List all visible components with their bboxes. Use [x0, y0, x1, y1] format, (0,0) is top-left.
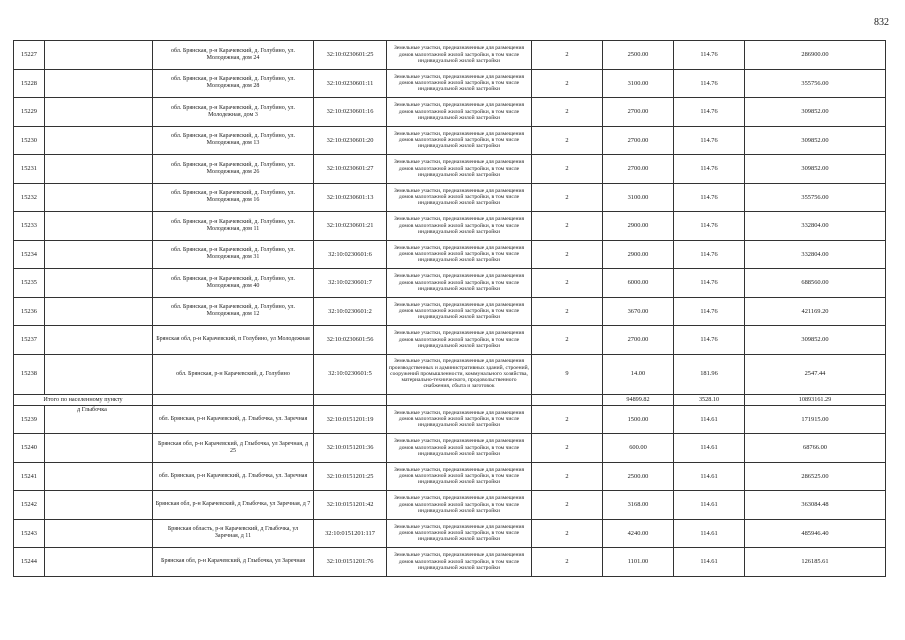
row-number: 15229 [14, 98, 45, 127]
empty-cell [45, 126, 153, 155]
empty-cell [387, 394, 532, 405]
area-cell: 2700.00 [603, 326, 674, 355]
area-cell: 1101.00 [603, 548, 674, 577]
area-cell: 2500.00 [603, 41, 674, 70]
cadastral-number-cell: 32:10:0230601:13 [314, 183, 387, 212]
rate-cell: 114.76 [674, 69, 745, 98]
cadastral-number-cell: 32:10:0151201:36 [314, 434, 387, 463]
row-number: 15230 [14, 126, 45, 155]
address-cell: обл. Брянская, р-н Карачевский, д. Голубино, ул. Молодежная, дом 31 [153, 240, 314, 269]
empty-cell [45, 155, 153, 184]
cadastral-number-cell: 32:10:0230601:21 [314, 212, 387, 241]
address-cell: обл. Брянская, р-н Карачевский, д. Голубино, ул. Молодежная, дом 40 [153, 269, 314, 298]
rate-cell: 114.61 [674, 405, 745, 434]
cadastral-number-cell: 32:10:0230601:25 [314, 41, 387, 70]
area-cell: 14.00 [603, 354, 674, 394]
rate-cell: 114.61 [674, 491, 745, 520]
group-cell: 2 [532, 297, 603, 326]
land-use-cell: Земельные участки, предназначенные для размещения домов малоэтажной жилой застройки, в том числе индивидуальной жилой застройки [387, 126, 532, 155]
address-cell: обл. Брянская, р-н Карачевский, д. Голубино, ул. Молодежная, дом 11 [153, 212, 314, 241]
group-cell: 2 [532, 69, 603, 98]
cadastral-value-cell: 286900.00 [745, 41, 886, 70]
table-row [14, 240, 886, 269]
group-cell: 2 [532, 155, 603, 184]
row-number: 15231 [14, 155, 45, 184]
empty-cell [45, 41, 153, 70]
table-row [14, 491, 886, 520]
row-number: 15228 [14, 69, 45, 98]
land-use-cell: Земельные участки, предназначенные для размещения домов малоэтажной жилой застройки, в том числе индивидуальной жилой застройки [387, 462, 532, 491]
total-label: Итого по населенному пункту [14, 394, 153, 405]
address-cell: Брянская обл, р-н Карачевский, п Голубино, ул Молодежная [153, 326, 314, 355]
row-number: 15232 [14, 183, 45, 212]
table-row [14, 269, 886, 298]
rate-cell: 114.76 [674, 326, 745, 355]
group-cell: 2 [532, 183, 603, 212]
area-cell: 600.00 [603, 434, 674, 463]
empty-cell [45, 491, 153, 520]
row-number: 15236 [14, 297, 45, 326]
row-number: 15227 [14, 41, 45, 70]
rate-cell: 114.61 [674, 548, 745, 577]
area-cell: 6000.00 [603, 269, 674, 298]
cadastral-number-cell: 32:10:0230601:56 [314, 326, 387, 355]
cadastral-value-cell: 126185.61 [745, 548, 886, 577]
empty-cell [45, 354, 153, 394]
row-number: 15235 [14, 269, 45, 298]
empty-cell [45, 326, 153, 355]
empty-cell [314, 394, 387, 405]
cadastral-value-cell: 332804.00 [745, 240, 886, 269]
cadastral-value-cell: 309852.00 [745, 155, 886, 184]
group-cell: 2 [532, 462, 603, 491]
cadastral-number-cell: 32:10:0151201:76 [314, 548, 387, 577]
empty-cell [45, 69, 153, 98]
cadastral-value-cell: 68766.00 [745, 434, 886, 463]
address-cell: обл. Брянская, р-н Карачевский, д. Голубино [153, 354, 314, 394]
rate-cell: 114.76 [674, 98, 745, 127]
empty-cell [45, 212, 153, 241]
rate-cell: 114.76 [674, 240, 745, 269]
total-area: 94899.82 [603, 394, 674, 405]
row-number: 15244 [14, 548, 45, 577]
group-cell: 2 [532, 98, 603, 127]
cadastral-value-cell: 309852.00 [745, 126, 886, 155]
empty-cell [45, 434, 153, 463]
land-use-cell: Земельные участки, предназначенные для размещения домов малоэтажной жилой застройки, в том числе индивидуальной жилой застройки [387, 183, 532, 212]
table-row [14, 297, 886, 326]
rate-cell: 114.61 [674, 519, 745, 548]
land-use-cell: Земельные участки, предназначенные для размещения домов малоэтажной жилой застройки, в том числе индивидуальной жилой застройки [387, 155, 532, 184]
area-cell: 2900.00 [603, 240, 674, 269]
land-use-cell: Земельные участки, предназначенные для размещения домов малоэтажной жилой застройки, в том числе индивидуальной жилой застройки [387, 405, 532, 434]
cadastral-value-cell: 485946.40 [745, 519, 886, 548]
cadastral-number-cell: 32:10:0230601:5 [314, 354, 387, 394]
address-cell: обл. Брянская, р-н Карачевский, д. Голубино, ул. Молодежная, дом 12 [153, 297, 314, 326]
cadastral-value-cell: 355756.00 [745, 183, 886, 212]
cadastral-number-cell: 32:10:0230601:27 [314, 155, 387, 184]
cadastral-value-cell: 286525.00 [745, 462, 886, 491]
land-use-cell: Земельные участки, предназначенные для размещения домов малоэтажной жилой застройки, в том числе индивидуальной жилой застройки [387, 98, 532, 127]
area-cell: 3100.00 [603, 69, 674, 98]
land-use-cell: Земельные участки, предназначенные для размещения домов малоэтажной жилой застройки, в том числе индивидуальной жилой застройки [387, 519, 532, 548]
empty-cell [45, 297, 153, 326]
area-cell: 1500.00 [603, 405, 674, 434]
group-cell: 2 [532, 240, 603, 269]
table-row [14, 405, 886, 434]
land-use-cell: Земельные участки, предназначенные для размещения домов малоэтажной жилой застройки, в том числе индивидуальной жилой застройки [387, 297, 532, 326]
area-cell: 3168.00 [603, 491, 674, 520]
address-cell: Брянская обл, р-н Карачевский, д Глыбочка, ул Заречная, д 25 [153, 434, 314, 463]
row-number: 15240 [14, 434, 45, 463]
address-cell: обл. Брянская, р-н Карачевский, д. Голубино, ул. Молодежная, дом 24 [153, 41, 314, 70]
land-registry-table [13, 40, 886, 577]
table-row [14, 126, 886, 155]
empty-cell [45, 519, 153, 548]
table-row [14, 434, 886, 463]
cadastral-value-cell: 332804.00 [745, 212, 886, 241]
row-number: 15243 [14, 519, 45, 548]
row-number: 15242 [14, 491, 45, 520]
table-row [14, 155, 886, 184]
rate-cell: 114.61 [674, 462, 745, 491]
page-number: 832 [874, 17, 889, 28]
row-number: 15234 [14, 240, 45, 269]
total-value: 10893161.29 [745, 394, 886, 405]
address-cell: обл. Брянская, р-н Карачевский, д. Глыбочка, ул. Заречная [153, 405, 314, 434]
empty-cell [45, 240, 153, 269]
table-row [14, 354, 886, 394]
table-row [14, 212, 886, 241]
rate-cell: 181.96 [674, 354, 745, 394]
address-cell: обл. Брянская, р-н Карачевский, д. Голубино, ул. Молодежная, дом 16 [153, 183, 314, 212]
rate-cell: 114.76 [674, 126, 745, 155]
land-use-cell: Земельные участки, предназначенные для размещения домов малоэтажной жилой застройки, в том числе индивидуальной жилой застройки [387, 69, 532, 98]
area-cell: 4240.00 [603, 519, 674, 548]
table-row [14, 183, 886, 212]
empty-cell [45, 462, 153, 491]
group-cell: 2 [532, 326, 603, 355]
total-rate: 3528.10 [674, 394, 745, 405]
address-cell: Брянская обл, р-н Карачевский, д Глыбочка, ул Заречная [153, 548, 314, 577]
address-cell: Брянская обл, р-н Карачевский, д Глыбочка, ул Заречная, д 7 [153, 491, 314, 520]
group-cell: 2 [532, 434, 603, 463]
cadastral-number-cell: 32:10:0151201:42 [314, 491, 387, 520]
area-cell: 3100.00 [603, 183, 674, 212]
land-use-cell: Земельные участки, предназначенные для размещения домов малоэтажной жилой застройки, в том числе индивидуальной жилой застройки [387, 240, 532, 269]
total-row [14, 394, 886, 405]
address-cell: обл. Брянская, р-н Карачевский, д. Глыбочка, ул. Заречная [153, 462, 314, 491]
land-use-cell: Земельные участки, предназначенные для размещения домов малоэтажной жилой застройки, в том числе индивидуальной жилой застройки [387, 548, 532, 577]
empty-cell [532, 394, 603, 405]
cadastral-number-cell: 32:10:0151201:25 [314, 462, 387, 491]
row-number: 15238 [14, 354, 45, 394]
rate-cell: 114.76 [674, 155, 745, 184]
cadastral-number-cell: 32:10:0230601:7 [314, 269, 387, 298]
rate-cell: 114.76 [674, 41, 745, 70]
cadastral-value-cell: 2547.44 [745, 354, 886, 394]
group-cell: 2 [532, 126, 603, 155]
cadastral-value-cell: 688560.00 [745, 269, 886, 298]
table-row [14, 69, 886, 98]
address-cell: обл. Брянская, р-н Карачевский, д. Голубино, ул. Молодежная, дом 26 [153, 155, 314, 184]
rate-cell: 114.76 [674, 212, 745, 241]
cadastral-number-cell: 32:10:0230601:16 [314, 98, 387, 127]
rate-cell: 114.61 [674, 434, 745, 463]
empty-cell [45, 98, 153, 127]
row-number: 15241 [14, 462, 45, 491]
empty-cell [153, 394, 314, 405]
land-use-cell: Земельные участки, предназначенные для размещения домов малоэтажной жилой застройки, в том числе индивидуальной жилой застройки [387, 491, 532, 520]
area-cell: 2900.00 [603, 212, 674, 241]
address-cell: Брянская область, р-н Карачевский, д Глыбочка, ул Заречная, д 11 [153, 519, 314, 548]
area-cell: 2700.00 [603, 98, 674, 127]
cadastral-value-cell: 355756.00 [745, 69, 886, 98]
land-use-cell: Земельные участки, предназначенные для размещения домов малоэтажной жилой застройки, в том числе индивидуальной жилой застройки [387, 212, 532, 241]
address-cell: обл. Брянская, р-н Карачевский, д. Голубино, ул. Молодежная, дом 3 [153, 98, 314, 127]
land-use-cell: Земельные участки, предназначенные для размещения домов малоэтажной жилой застройки, в том числе индивидуальной жилой застройки [387, 269, 532, 298]
cadastral-value-cell: 421169.20 [745, 297, 886, 326]
group-cell: 2 [532, 269, 603, 298]
table-row [14, 519, 886, 548]
cadastral-value-cell: 171915.00 [745, 405, 886, 434]
cadastral-number-cell: 32:10:0230601:6 [314, 240, 387, 269]
group-cell: 2 [532, 212, 603, 241]
group-cell: 2 [532, 41, 603, 70]
locality-label: д Глыбочка [77, 406, 107, 413]
address-cell: обл. Брянская, р-н Карачевский, д. Голубино, ул. Молодежная, дом 13 [153, 126, 314, 155]
cadastral-number-cell: 32:10:0151201:117 [314, 519, 387, 548]
row-number: 15233 [14, 212, 45, 241]
row-number: 15239 [14, 405, 45, 434]
empty-cell [45, 183, 153, 212]
cadastral-number-cell: 32:10:0230601:11 [314, 69, 387, 98]
area-cell: 2700.00 [603, 126, 674, 155]
address-cell: обл. Брянская, р-н Карачевский, д. Голубино, ул. Молодежная, дом 28 [153, 69, 314, 98]
table-row [14, 98, 886, 127]
cadastral-number-cell: 32:10:0230601:20 [314, 126, 387, 155]
group-cell: 2 [532, 405, 603, 434]
cadastral-value-cell: 363084.48 [745, 491, 886, 520]
area-cell: 2700.00 [603, 155, 674, 184]
land-use-cell: Земельные участки, предназначенные для размещения домов малоэтажной жилой застройки, в том числе индивидуальной жилой застройки [387, 41, 532, 70]
empty-cell [45, 269, 153, 298]
area-cell: 2500.00 [603, 462, 674, 491]
cadastral-value-cell: 309852.00 [745, 98, 886, 127]
cadastral-number-cell: 32:10:0151201:19 [314, 405, 387, 434]
rate-cell: 114.76 [674, 297, 745, 326]
cadastral-number-cell: 32:10:0230601:2 [314, 297, 387, 326]
land-use-cell: Земельные участки, предназначенные для размещения домов малоэтажной жилой застройки, в том числе индивидуальной жилой застройки [387, 434, 532, 463]
group-cell: 2 [532, 548, 603, 577]
cadastral-value-cell: 309852.00 [745, 326, 886, 355]
group-cell: 2 [532, 491, 603, 520]
group-cell: 9 [532, 354, 603, 394]
table-row [14, 548, 886, 577]
table-row [14, 326, 886, 355]
empty-cell [45, 548, 153, 577]
group-cell: 2 [532, 519, 603, 548]
table-row [14, 41, 886, 70]
table-row [14, 462, 886, 491]
rate-cell: 114.76 [674, 269, 745, 298]
rate-cell: 114.76 [674, 183, 745, 212]
area-cell: 3670.00 [603, 297, 674, 326]
row-number: 15237 [14, 326, 45, 355]
land-use-cell: Земельные участки, предназначенные для размещения домов малоэтажной жилой застройки, в том числе индивидуальной жилой застройки [387, 326, 532, 355]
land-use-cell: Земельные участки, предназначенные для размещения производственных и административных зданий, строений, сооружений промышленности, коммунального хозяйства, материально-технического, продовольственного снабжения, сбыта и заготовок [387, 354, 532, 394]
